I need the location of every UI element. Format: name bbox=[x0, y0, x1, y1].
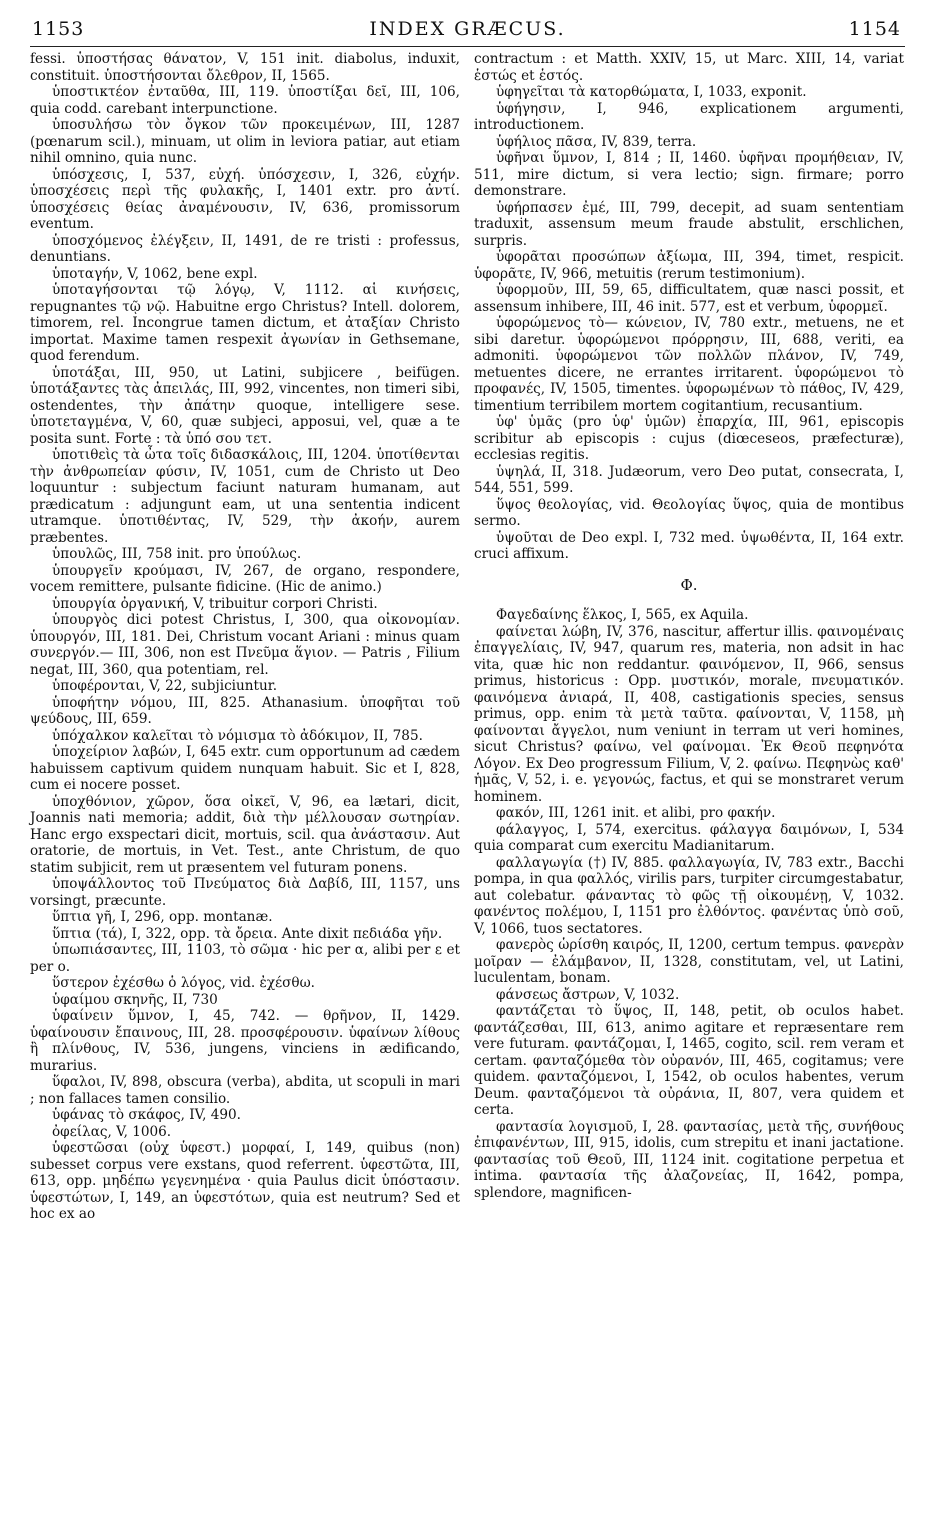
text-columns bbox=[30, 51, 905, 1223]
index-entry: ὑφήρπασεν ἐμέ, III, 799, decepit, ad suam sententiam traduxit, assensum meum fraude abstulit, erschlichen, surpris. bbox=[474, 199, 904, 249]
index-entry: fessi. ὑποστήσας θάνατον, V, 151 init. diabolus, induxit, constituit. ὑποστήσονται ὄλεθρον, II, 1565. bbox=[30, 51, 460, 84]
index-entry: ὑπουργὸς dici potest Christus, I, 300, qua οἰκονομίαν. ὑπουργόν, III, 181. Dei, Christum vocant Ariani : minus quam συνεργόν.— III, 306, non est Πνεῦμα ἅγιον. — Patris , Filium negat, III, 360, qua potentiam, rel. bbox=[30, 612, 460, 678]
index-entry: ὑποτάξαι, III, 950, ut Latini, subjicere , beifügen. ὑποτάξαντες τὰς ἀπειλάς, III, 992, vincentes, non timeri sibi, ostendentes, τὴν ἀπάτην quoque, intelligere sese. ὑποτεταγμένα, V, 60, quæ subjeci, apposui, vel, quæ a te posita sunt. Forte : τὰ ὑπό σου τετ. bbox=[30, 364, 460, 447]
index-entry: ὑποφήτην νόμου, III, 825. Athanasium. ὑποφῆται τοῦ ψεύδους, III, 659. bbox=[30, 694, 460, 727]
right-column-upsilon-entries bbox=[474, 51, 904, 563]
right-column-phi-entries bbox=[474, 607, 904, 1201]
index-entry: φάνσεως ἄστρων, V, 1032. bbox=[496, 986, 680, 1003]
index-entry: ὕπτια (τά), I, 322, opp. τὰ ὄρεια. Ante dixit πεδιάδα γῆν. bbox=[52, 925, 443, 942]
left-page-number: 1153 bbox=[32, 18, 85, 40]
index-entry: ὑποφέρονται, V, 22, subjiciuntur. bbox=[52, 678, 278, 694]
index-entry: ὑπόχαλκον καλεῖται τὸ νόμισμα τὸ ἀδόκιμον, II, 785. bbox=[52, 727, 423, 744]
index-entry: ὑποσχόμενος ἐλέγξειν, II, 1491, de re tristi : professus, denuntians. bbox=[30, 232, 460, 265]
index-entry: ὑφῆναι ὕμνον, I, 814 ; II, 1460. ὑφῆναι προμήθειαν, IV, 511, mire dictum, si vera lectio; sign. firmare; porro demonstrare. bbox=[474, 150, 904, 199]
index-entry: ὑψοῦται de Deo expl. I, 732 med. ὑψωθέντα, II, 164 extr. cruci affixum. bbox=[474, 529, 904, 562]
index-entry: ὑφήγησιν, I, 946, explicationem argumenti, introductionem. bbox=[474, 100, 904, 133]
index-entry: ὑποχθόνιον, χῶρον, ὅσα οἰκεῖ, V, 96, ea lætari, dicit, Joannis nati memoria; addit, διὰ τὴν μέλλουσαν σωτηρίαν. Hanc ergo exspectari dicit, mortuis, scil. qua ἀνάστασιν. Aut oratorie, de mortuis, in Vet. Test., ante Christum, de quo statim subjicit, rem ut præsentem vel futuram ponens. bbox=[30, 793, 460, 876]
index-entry: ὑφάνας τὸ σκάφος, IV, 490. bbox=[52, 1107, 241, 1123]
index-entry: ὕστερον ἐχέσθω ὁ λόγος, vid. ἐχέσθω. bbox=[52, 975, 315, 991]
index-entry: φαντάζεται τὸ ὕψος, II, 148, petit, ob oculos habet. φαντάζεσθαι, III, 613, animo agitare et repræsentare rem vere futuram. φαντάζομαι, I, 1465, cogito, scil. rem veram et certam. φανταζόμεθα τὸν οὐρανόν, III, 465, cogitamus; vere quidem. φανταζόμενοι, I, 1542, ob oculos habentes, verum Deum. φανταζόμενοι τὰ οὐράνια, II, 807, vera quidem et certa. bbox=[474, 1003, 904, 1118]
index-entry: ὑποσυλήσω τὸν ὄγκον τῶν προκειμένων, III, 1287 (pœnarum scil.), minuam, ut olim in leviora patiar, aut etiam nihil omnino, quia nunc. bbox=[30, 117, 460, 166]
index-entry: φανερὸς ὡρίσθη καιρός, II, 1200, certum tempus. φανερὰν μοῖραν — ἐλάμβανον, II, 1328, constitutam, vel, ut Latini, luculentam, bonam. bbox=[474, 937, 904, 986]
index-entry: φαλλαγωγία (†) IV, 885. φαλλαγωγία, IV, 783 extr., Bacchi pompa, in qua φαλλός, virilis pars, turpiter circumgestabatur, aut colebatur. φάναντας τὸ φῶς τῇ οἰκουμένῃ, V, 1032. φανέντος πολέμου, I, 1151 pro ἐλθόντος. φανέντας ὑπὸ σοῦ, V, 1066, tuos sectatores. bbox=[474, 854, 904, 937]
index-entry: φακόν, III, 1261 init. et alibi, pro φακήν. bbox=[496, 805, 776, 821]
right-page-number: 1154 bbox=[848, 18, 901, 40]
index-entry: ὑψηλά, II, 318. Judæorum, vero Deo putat, consecrata, I, 544, 551, 599. bbox=[474, 463, 904, 496]
index-entry: ὕφαλοι, IV, 898, obscura (verba), abdita, ut scopuli in mari ; non fallaces tamen consilio. bbox=[30, 1074, 460, 1107]
index-entry: ὑφαίμου σκηνῆς, II, 730 bbox=[52, 991, 218, 1008]
index-entry: φαίνεται λώβη, IV, 376, nascitur, affertur illis. φαινομέναις ἐπαγγελίαις, IV, 947, quarum res, materia, non adsit in hac vita, quæ hic non reddantur. φαινόμενον, II, 966, sensus primus, historicus : Opp. μυστικόν, morale, πνευματικόν. φαινόμενα ἀνιαρά, II, 408, castigationis species, sensus primus, opp. enim τὰ μετὰ ταῦτα. φαίνονται, V, 1158, μὴ φαίνονται ἄγγελοι, num veniunt in terram ut veri homines, sicut Christus? φαίνω, vel φαίνομαι. Ἐκ Θεοῦ πεφηνότα Λόγον. Ex Deo progressum Filium, V, 2. φαίνω. Πεφηνὼς καθ' ἡμᾶς, V, 52, i. e. γεγονώς, factus, et qui se monstraret verum hominem. bbox=[474, 623, 904, 805]
index-entry: ὑφ' ὑμᾶς (pro ὑφ' ὑμῶν) ἐπαρχία, III, 961, episcopis scribitur ab episcopis : cujus (diœceseos, præfecturæ), ecclesias regitis. bbox=[474, 414, 904, 463]
index-entry: ὑφορμοῦν, III, 59, 65, difficultatem, quæ nasci possit, et assensum inhibere, III, 46 init. 577, est et verbum, ὑφορμεῖ. bbox=[474, 282, 904, 315]
index-entry: ὑφηγεῖται τὰ κατορθώματα, I, 1033, exponit. bbox=[496, 84, 807, 100]
index-entry: ὑπωπιάσαντες, III, 1103, τὸ σῶμα · hic per α, alibi per ε et per ο. bbox=[30, 942, 460, 975]
index-entry: ὑπουργία ὀργανική, V, tribuitur corpori Christi. bbox=[52, 595, 378, 612]
index-entry: ὑποτιθεὶς τὰ ὦτα τοῖς διδασκάλοις, III, 1204. ὑποτίθενται τὴν ἀνθρωπείαν φύσιν, IV, 1051, cum de Christo ut Deo loquuntur : subjectum faciunt naturam humanam, aut prædicatum : adjungunt eam, ut una sententia indicent utramque. ὑποτιθέντας, IV, 529, τὴν ἀκοήν, aurem præbentes. bbox=[30, 447, 460, 546]
index-entry: ὑποψάλλοντος τοῦ Πνεύματος διὰ Δαβίδ, III, 1157, uns vorsingt, præcunte. bbox=[30, 876, 460, 909]
index-entry: ὕψος θεολογίας, vid. Θεολογίας ὕψος, quia de montibus sermo. bbox=[474, 496, 904, 529]
index-entry: ὑποταγήσονται τῷ λόγῳ, V, 1112. αἱ κινήσεις, repugnantes τῷ νῷ. Habuitne ergo Christus? Intell. dolorem, timorem, rel. Incongrue tamen dictum, et ἀταξίαν Christo importat. Maxime tamen respexit ἀγωνίαν in Gethsemane, quod ferendum. bbox=[30, 282, 460, 364]
running-title: INDEX GRÆCUS. bbox=[369, 18, 566, 40]
index-entry: ὑφορᾶται προσώπων ἀξίωμα, III, 394, timet, respicit. ὑφορᾶτε, IV, 966, metuitis (rerum testimonium). bbox=[474, 249, 904, 282]
index-entry: ὑποταγήν, V, 1062, bene expl. bbox=[52, 265, 258, 282]
index-entry: ὕπτια γῆ, I, 296, opp. montanæ. bbox=[52, 909, 273, 925]
index-entry: ὑπόσχεσις, I, 537, εὐχή. ὑπόσχεσιν, I, 326, εὐχήν. ὑποσχέσεις περὶ τῆς φυλακῆς, I, 1401 extr. pro ἀντί. ὑποσχέσεις θείας ἀναμένουσιν, IV, 636, promissorum eventum. bbox=[30, 166, 460, 232]
index-entry: contractum : et Matth. XXIV, 15, ut Marc. XIII, 14, variat ἑστώς et ἑστός. bbox=[474, 51, 904, 84]
index-entry: ὑφαίνειν ὕμνον, I, 45, 742. — θρῆνον, II, 1429. ὑφαίνουσιν ἔπαινους, III, 28. προσφέρουσιν. ὑφαίνων λίθους ἢ πλίνθους, IV, 536, jungens, vinciens in ædificando, murarius. bbox=[30, 1008, 460, 1074]
index-entry: φάλαγγος, I, 574, exercitus. φάλαγγα δαιμόνων, I, 534 quia comparat cum exercitu Madianitarum. bbox=[474, 821, 904, 854]
index-entry: ὑποχείριον λαβών, I, 645 extr. cum opportunum ad cædem habuissem captivum quidem nunquam habuit. Sic et I, 828, cum ei nocere posset. bbox=[30, 744, 460, 793]
left-column bbox=[30, 51, 460, 1223]
right-column bbox=[474, 51, 904, 1223]
page-header bbox=[30, 18, 905, 47]
index-entry: ὀφείλας, V, 1006. bbox=[52, 1123, 172, 1140]
index-entry: ὑποστικτέον ἐνταῦθα, III, 119. ὑποστίξαι δεῖ, III, 106, quia codd. carebant interpunctione. bbox=[30, 84, 460, 117]
index-entry: ὑπουργεῖν κρούμασι, IV, 267, de organo, respondere, vocem remittere, pulsante fidicine. (Hic de animo.) bbox=[30, 562, 460, 595]
index-entry: ὑπουλῶς, III, 758 init. pro ὑπούλως. bbox=[52, 546, 302, 562]
index-entry: ὑφήλιος πᾶσα, IV, 839, terra. bbox=[496, 133, 697, 150]
index-entry: φαντασία λογισμοῦ, I, 28. φαντασίας, μετὰ τῆς, συνήθους ἐπιφανέντων, III, 915, idolis, cum strepitu et inani jactatione. φαντασίας τοῦ Θεοῦ, III, 1124 init. cogitatione perpetua et intima. φαντασία τῆς ἀλαζονείας, II, 1642, pompa, splendore, magnificen- bbox=[474, 1118, 904, 1201]
index-entry: ὑφορώμενος τὸ— κώνειον, IV, 780 extr., metuens, ne et sibi daretur. ὑφορώμενοι πρόρρησιν, III, 688, veriti, ea admoniti. ὑφορώμενοι τῶν πολλῶν πλάνον, IV, 749, metuentes dicere, ne errantes irritarent. ὑφορώμενοι τὸ προφανές, IV, 1505, timentes. ὑφορωμένων τὸ πάθος, IV, 429, timentium terribilem mortem cogitantium, recusantium. bbox=[474, 315, 904, 414]
section-letter-phi: Φ. bbox=[680, 575, 698, 594]
index-entry: ὑφεστῶσαι (οὐχ ὑφεστ.) μορφαί, I, 149, quibus (non) subesset corpus vere exstans, quod referrent. ὑφεστῶτα, III, 613, opp. μηδέπω γεγενημένα · quia Paulus dicit ὑπόστασιν. ὑφεστώτων, I, 149, an ὑφεστότων, quia est neutrum? Sed et hoc ex ao bbox=[30, 1140, 460, 1222]
index-entry: Φαγεδαίνης ἕλκος, I, 565, ex Aquila. bbox=[496, 607, 749, 623]
